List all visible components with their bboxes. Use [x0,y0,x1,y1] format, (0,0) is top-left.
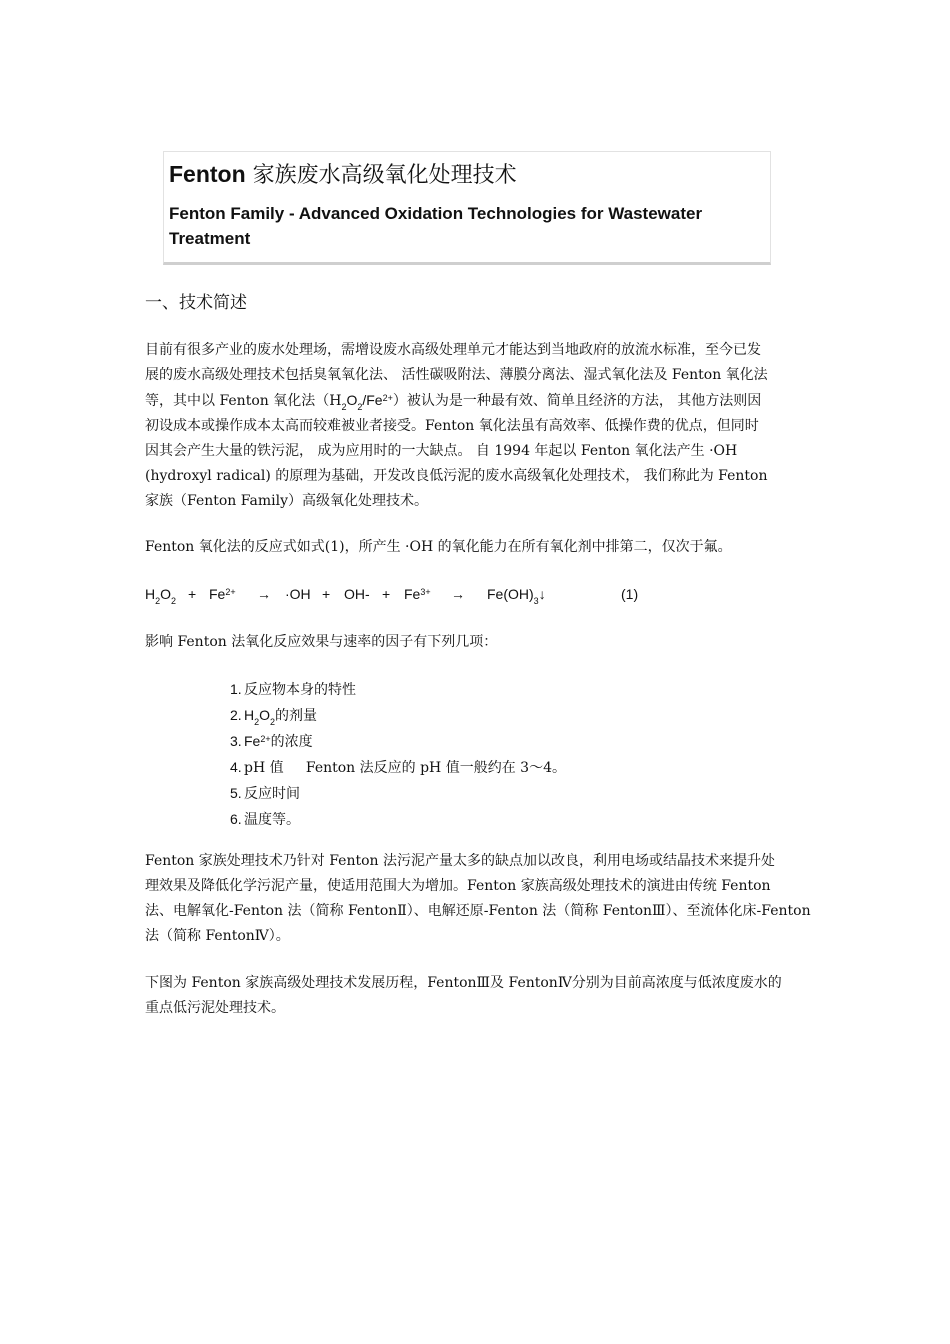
equation-oh-radical: ·OH [285,586,311,602]
equation-arrow-2: → [451,586,465,602]
intro-line-3-c: /Fe [362,392,383,408]
list-text: 反应时间 [244,786,300,802]
intro-paragraph [145,338,807,514]
equation-number: (1) [621,586,639,602]
list-number: 5. [230,785,242,801]
list-number: 6. [230,811,242,827]
intro-line-4: 初设成本或操作成本太高而较难被业者接受。Fenton 氧化法虽有高效率、低操作费的优点，但同时 [145,418,759,434]
equation-plus-3: + [382,586,391,602]
eq-h: H [145,586,156,602]
eq-fe: Fe [209,586,226,602]
title-box [163,151,771,265]
list-text: pH 值 Fenton 法反应的 pH 值一般约在 3～4。 [244,760,566,776]
list-item [230,781,566,807]
list-number: 2. [230,707,242,723]
title-chinese-text: 家族废水高级氧化处理技术 [245,163,517,188]
equation-h2o2 [145,586,177,606]
intro-line-1: 目前有很多产业的废水处理场，需增设废水高级处理单元才能达到当地政府的放流水标准，至今已发 [145,342,761,358]
title-english: Fenton Family - Advanced Oxidation Technologies for Wastewater Treatment [169,204,703,248]
list-text-fe: Fe [244,733,261,749]
superscript: 2+ [382,393,393,403]
intro-line-7: 家族（Fenton Family）高级氧化处理技术。 [145,493,429,509]
reaction-paragraph [145,535,807,560]
list-number: 3. [230,733,242,749]
equation-fe3 [404,586,431,602]
list-text: 反应物本身的特性 [244,682,356,698]
intro-line-6: (hydroxyl radical) 的原理为基础，开发改良低污泥的废水高级氧化处理技术， 我们称此为 Fenton [145,468,768,484]
intro-line-5: 因其会产生大量的铁污泥， 成为应用时的一大缺点。 自 1994 年起以 Fenton 氧化法产生 ·OH [145,443,738,459]
subscript: 2 [155,596,161,606]
intro-line-2: 展的废水高级处理技术包括臭氧氧化法、 活性碳吸附法、薄膜分离法、湿式氧化法及 Fenton 氧化法 [145,367,768,383]
subscript: 2 [341,402,347,412]
reaction-text: Fenton 氧化法的反应式如式(1)，所产生 ·OH 的氧化能力在所有氧化剂中排第二，仅次于氟。 [145,539,732,555]
equation-fe2 [209,586,236,602]
list-number: 1. [230,681,242,697]
section-heading: 一、技术简述 [145,293,247,313]
subscript: 2 [357,402,363,412]
family-line-3: 法、电解氧化-Fenton 法（简称 FentonⅡ）、电解还原-Fenton 法（简称 FentonⅢ）、至流体化床-Fenton [145,903,811,919]
intro-line-3-d: ）被认为是一种最有效、简单且经济的方法， 其他方法则因 [392,393,762,409]
equation-feoh3 [487,586,546,606]
equation-arrow-1: → [257,586,271,602]
list-text-h: H [244,707,255,723]
list-number: 4. [230,759,242,775]
equation-plus-1: + [188,586,197,602]
eq-fe3: Fe [404,586,421,602]
superscript: 3+ [420,587,431,597]
title-latin: Fenton [169,161,246,187]
list-text: 的浓度 [270,734,313,750]
subscript: 3 [533,596,539,606]
subscript: 2 [270,717,276,727]
subscript: 2 [171,596,177,606]
family-line-1: Fenton 家族处理技术乃针对 Fenton 法污泥产量太多的缺点加以改良，利用电场或结晶技术来提升处 [145,853,775,869]
subscript: 2 [254,717,260,727]
intro-line-3 [145,388,807,414]
history-line-2: 重点低污泥处理技术。 [145,1000,285,1016]
family-line-2: 理效果及降低化学污泥产量，使适用范围大为增加。Fenton 家族高级处理技术的演进由传统 Fenton [145,878,771,894]
superscript: 2+ [225,587,236,597]
list-item [230,807,566,833]
eq-o: O [160,586,172,602]
reaction-equation [145,583,665,608]
factors-intro-text: 影响 Fenton 法氧化反应效果与速率的因子有下列几项： [145,634,498,650]
list-item [230,703,566,729]
family-paragraph [145,849,811,949]
equation-oh-minus: OH- [344,586,370,602]
superscript: 2+ [260,734,271,744]
intro-line-3-b: O [346,392,358,408]
factors-intro-paragraph [145,630,807,655]
list-text: 温度等。 [244,812,300,828]
history-line-1: 下图为 Fenton 家族高级处理技术发展历程，FentonⅢ及 FentonⅣ分别为目前高浓度与低浓度废水的 [145,975,782,991]
list-item [230,729,566,755]
factors-list [230,677,566,833]
history-paragraph [145,971,807,1021]
list-item [230,755,566,781]
list-item [230,677,566,703]
intro-line-3-a: 等，其中以 Fenton 氧化法（H [145,393,342,409]
family-line-4: 法（简称 FentonⅣ）。 [145,928,290,944]
title-chinese [169,158,517,189]
list-text: 的剂量 [275,708,318,724]
list-text-o: O [259,707,271,723]
equation-plus-2: + [322,586,331,602]
precipitate-arrow-icon: ↓ [538,586,546,602]
eq-feoh: Fe(OH) [487,586,534,602]
